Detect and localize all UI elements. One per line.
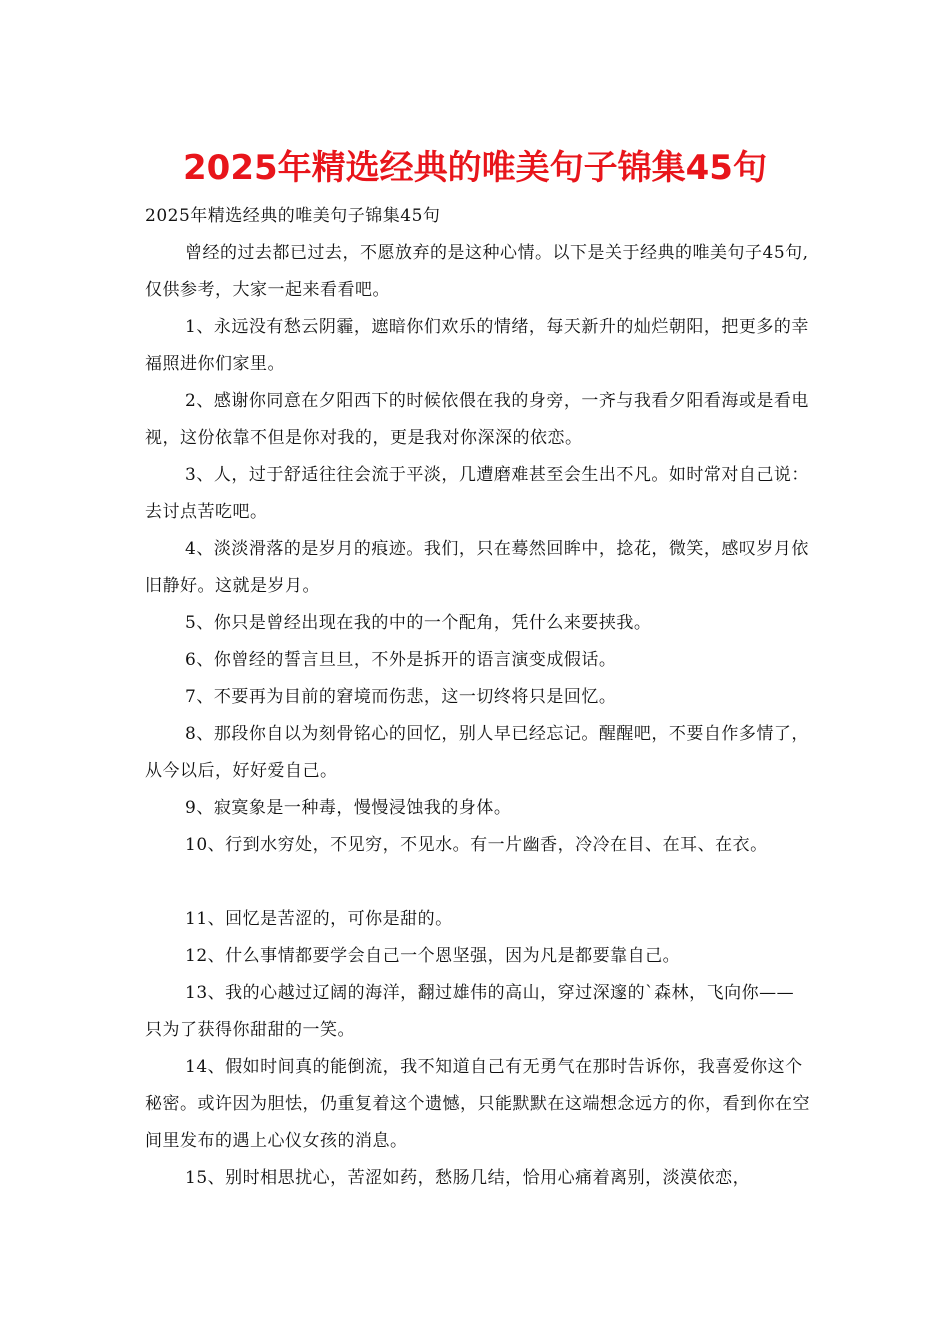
sentence-paragraph: 11、回忆是苦涩的，可你是甜的。 <box>185 909 453 929</box>
sentence-paragraph: 6、你曾经的誓言旦旦，不外是拆开的语言演变成假话。 <box>185 650 617 670</box>
sentence-paragraph: 12、什么事情都要学会自己一个恩坚强，因为凡是都要靠自己。 <box>185 946 681 966</box>
sentence-paragraph: 9、寂寞象是一种毒，慢慢浸蚀我的身体。 <box>185 798 512 818</box>
intro-paragraph: 曾经的过去都已过去，不愿放弃的是这种心情。以下是关于经典的唯美句子45句,仅供参考，大家一起来看看吧。 <box>145 243 809 300</box>
sentence-paragraph: 15、别时相思扰心，苦涩如药，愁肠几结，恰用心痛着离别，淡漠依恋， <box>185 1168 751 1188</box>
sentence-paragraph: 4、淡淡滑落的是岁月的痕迹。我们，只在蓦然回眸中，捻花，微笑，感叹岁月依旧静好。这就是岁月。 <box>145 539 809 596</box>
sentence-paragraph: 2、感谢你同意在夕阳西下的时候依偎在我的身旁，一齐与我看夕阳看海或是看电视，这份依靠不但是你对我的，更是我对你深深的依恋。 <box>145 391 809 448</box>
sentence-paragraph: 3、人，过于舒适往往会流于平淡，几遭磨难甚至会生出不凡。如时常对自己说：去讨点苦吃吧。 <box>145 465 809 522</box>
sentence-paragraph: 13、我的心越过辽阔的海洋，翻过雄伟的高山，穿过深邃的`森林，飞向你——只为了获得你甜甜的一笑。 <box>145 983 795 1040</box>
document-title: 2025年精选经典的唯美句子锦集45句 <box>183 148 767 188</box>
sentence-paragraph: 10、行到水穷处，不见穷，不见水。有一片幽香，冷冷在目、在耳、在衣。 <box>185 835 768 855</box>
sentence-paragraph: 8、那段你自以为刻骨铭心的回忆，别人早已经忘记。醒醒吧，不要自作多情了，从今以后，好好爱自己。 <box>145 724 809 781</box>
blank-line <box>145 864 810 901</box>
document-body <box>145 198 810 1197</box>
document-subtitle: 2025年精选经典的唯美句子锦集45句 <box>145 206 441 226</box>
sentence-paragraph: 7、不要再为目前的窘境而伤悲，这一切终将只是回忆。 <box>185 687 617 707</box>
sentence-paragraph: 1、永远没有愁云阴霾，遮暗你们欢乐的情绪，每天新升的灿烂朝阳，把更多的幸福照进你们家里。 <box>145 317 809 374</box>
sentence-paragraph: 5、你只是曾经出现在我的中的一个配角，凭什么来要挟我。 <box>185 613 652 633</box>
sentence-paragraph: 14、假如时间真的能倒流，我不知道自己有无勇气在那时告诉你，我喜爱你这个秘密。或许因为胆怯，仍重复着这个遗憾，只能默默在这端想念远方的你，看到你在空间里发布的遇上心仪女孩的消息。 <box>145 1057 810 1151</box>
